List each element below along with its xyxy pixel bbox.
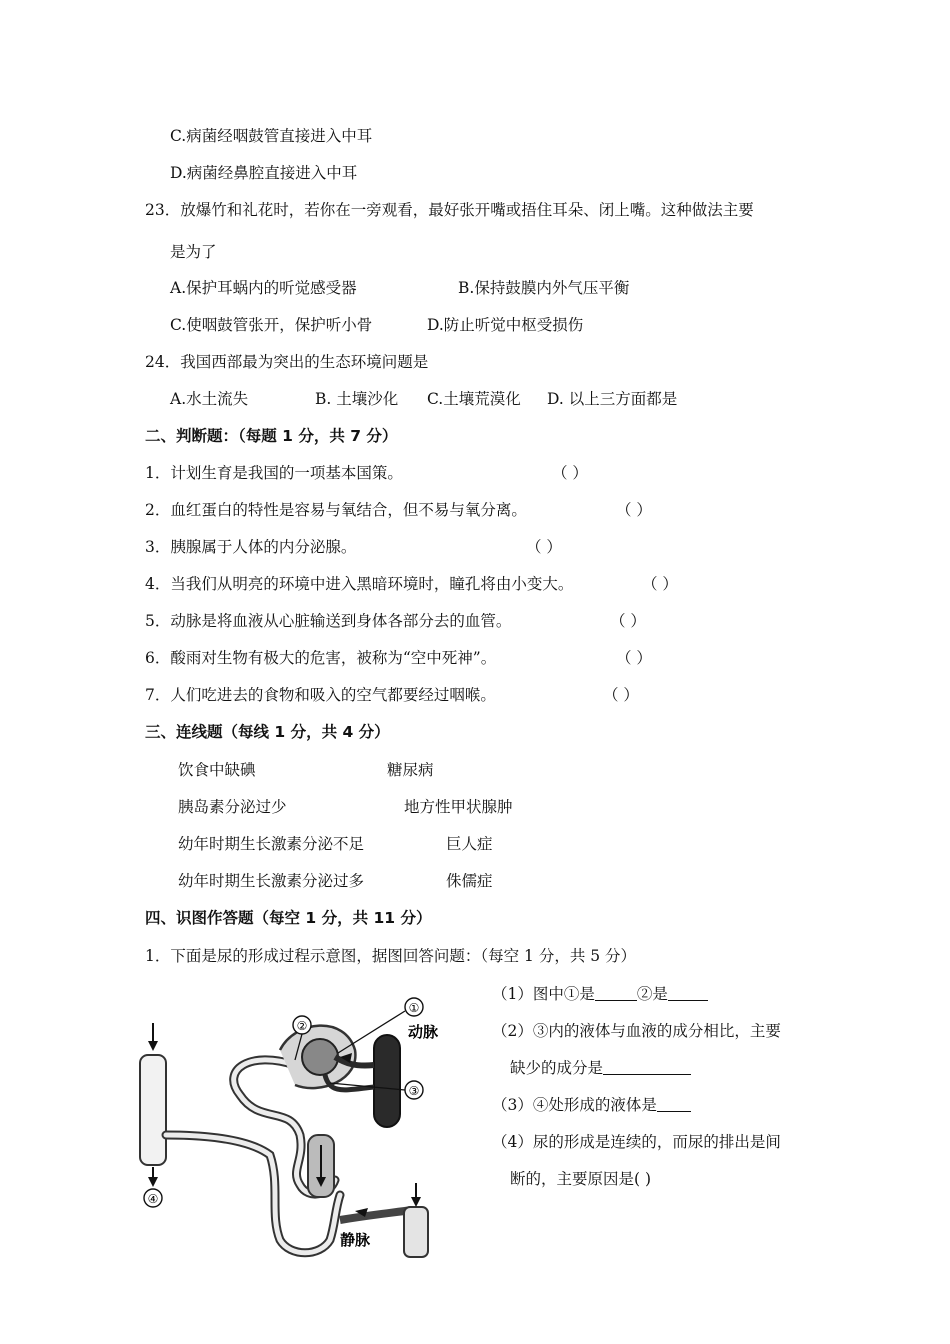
vein-vessel <box>404 1207 428 1257</box>
q23-stem-line1: 23．放爆竹和礼花时，若你在一旁观看，最好张开嘴或捂住耳朵、闭上嘴。这种做法主要 <box>145 201 754 219</box>
answer-blank-4[interactable] <box>657 1095 691 1112</box>
q24-option-b: B. 土壤沙化 <box>315 390 399 408</box>
s4-q1-part1: （1）图中①是 ②是 <box>492 984 708 1004</box>
match-left-3[interactable]: 幼年时期生长激素分泌不足 <box>178 835 365 853</box>
tf-answer-6[interactable]: （ ） <box>616 649 652 667</box>
q22-option-d: D.病菌经鼻腔直接进入中耳 <box>170 164 358 182</box>
s4-q1-part2-line2: 缺少的成分是 <box>510 1058 691 1078</box>
tf-item-7: 7．人们吃进去的食物和吸入的空气都要经过咽喉。 <box>145 686 496 704</box>
match-right-1[interactable]: 糖尿病 <box>387 761 434 779</box>
vein-arrow-head <box>411 1197 421 1207</box>
answer-blank-2[interactable] <box>668 984 708 1001</box>
label-4: ④ <box>147 1192 159 1206</box>
tf-item-2: 2．血红蛋白的特性是容易与氧结合，但不易与氧分离。 <box>145 501 527 519</box>
q23-option-b: B.保持鼓膜内外气压平衡 <box>458 279 630 297</box>
tf-item-1: 1．计划生育是我国的一项基本国策。 <box>145 464 403 482</box>
section2-title: 二、判断题：（每题 1 分，共 7 分） <box>145 427 398 445</box>
label-2: ② <box>296 1019 308 1033</box>
tf-answer-3[interactable]: （ ） <box>526 538 562 556</box>
s4-q1-part2-line1: （2）③内的液体与血液的成分相比，主要 <box>492 1022 781 1040</box>
tf-item-5: 5．动脉是将血液从心脏输送到身体各部分去的血管。 <box>145 612 512 630</box>
q22-option-c: C.病菌经咽鼓管直接进入中耳 <box>170 127 373 145</box>
q24-option-a: A.水土流失 <box>170 390 249 408</box>
section4-title: 四、识图作答题（每空 1 分，共 11 分） <box>145 909 432 927</box>
label-3: ③ <box>408 1084 420 1098</box>
match-left-2[interactable]: 胰岛素分泌过少 <box>178 798 287 816</box>
arrow-head-collecting <box>148 1041 158 1051</box>
tf-answer-7[interactable]: （ ） <box>603 686 639 704</box>
s4-q1-part3: （3）④处形成的液体是 <box>492 1095 691 1115</box>
q23-option-d: D.防止听觉中枢受损伤 <box>427 316 584 334</box>
q23-option-a: A.保护耳蜗内的听觉感受器 <box>170 279 357 297</box>
match-left-1[interactable]: 饮食中缺碘 <box>178 761 256 779</box>
s4-q1-part4-line1: （4）尿的形成是连续的，而尿的排出是间 <box>492 1133 781 1151</box>
match-left-4[interactable]: 幼年时期生长激素分泌过多 <box>178 872 365 890</box>
q24-option-c: C.土壤荒漠化 <box>427 390 521 408</box>
match-right-2[interactable]: 地方性甲状腺肿 <box>404 798 513 816</box>
tf-answer-2[interactable]: （ ） <box>616 501 652 519</box>
collecting-duct <box>140 1055 166 1165</box>
capillary-to-vein <box>340 1210 412 1220</box>
section3-title: 三、连线题（每线 1 分，共 4 分） <box>145 723 390 741</box>
q23-stem-line2: 是为了 <box>170 243 217 261</box>
tf-item-3: 3．胰腺属于人体的内分泌腺。 <box>145 538 357 556</box>
urine-formation-diagram <box>130 995 460 1265</box>
q24-option-d: D. 以上三方面都是 <box>547 390 678 408</box>
label-1: ① <box>408 1001 420 1015</box>
glomerulus <box>302 1039 338 1075</box>
q23-option-c: C.使咽鼓管张开，保护听小骨 <box>170 316 373 334</box>
vein-label: 静脉 <box>340 1231 371 1249</box>
tf-item-4: 4．当我们从明亮的环境中进入黑暗环境时，瞳孔将由小变大。 <box>145 575 574 593</box>
arrow-head-out <box>148 1177 158 1187</box>
artery-label: 动脉 <box>408 1023 439 1041</box>
match-right-4[interactable]: 侏儒症 <box>446 872 493 890</box>
answer-blank-1[interactable] <box>595 984 637 1001</box>
match-right-3[interactable]: 巨人症 <box>446 835 493 853</box>
s4-q1-part4-line2: 断的，主要原因是( ) <box>510 1170 652 1188</box>
tf-answer-4[interactable]: （ ） <box>642 575 678 593</box>
tf-answer-1[interactable]: （ ） <box>552 464 588 482</box>
q24-stem: 24．我国西部最为突出的生态环境问题是 <box>145 353 429 371</box>
tf-answer-5[interactable]: （ ） <box>610 612 646 630</box>
tf-item-6: 6．酸雨对生物有极大的危害，被称为“空中死神”。 <box>145 649 497 667</box>
s4-q1-stem: 1．下面是尿的形成过程示意图，据图回答问题：（每空 1 分，共 5 分） <box>145 947 637 965</box>
artery-vessel <box>374 1035 400 1127</box>
answer-blank-3[interactable] <box>603 1058 691 1075</box>
